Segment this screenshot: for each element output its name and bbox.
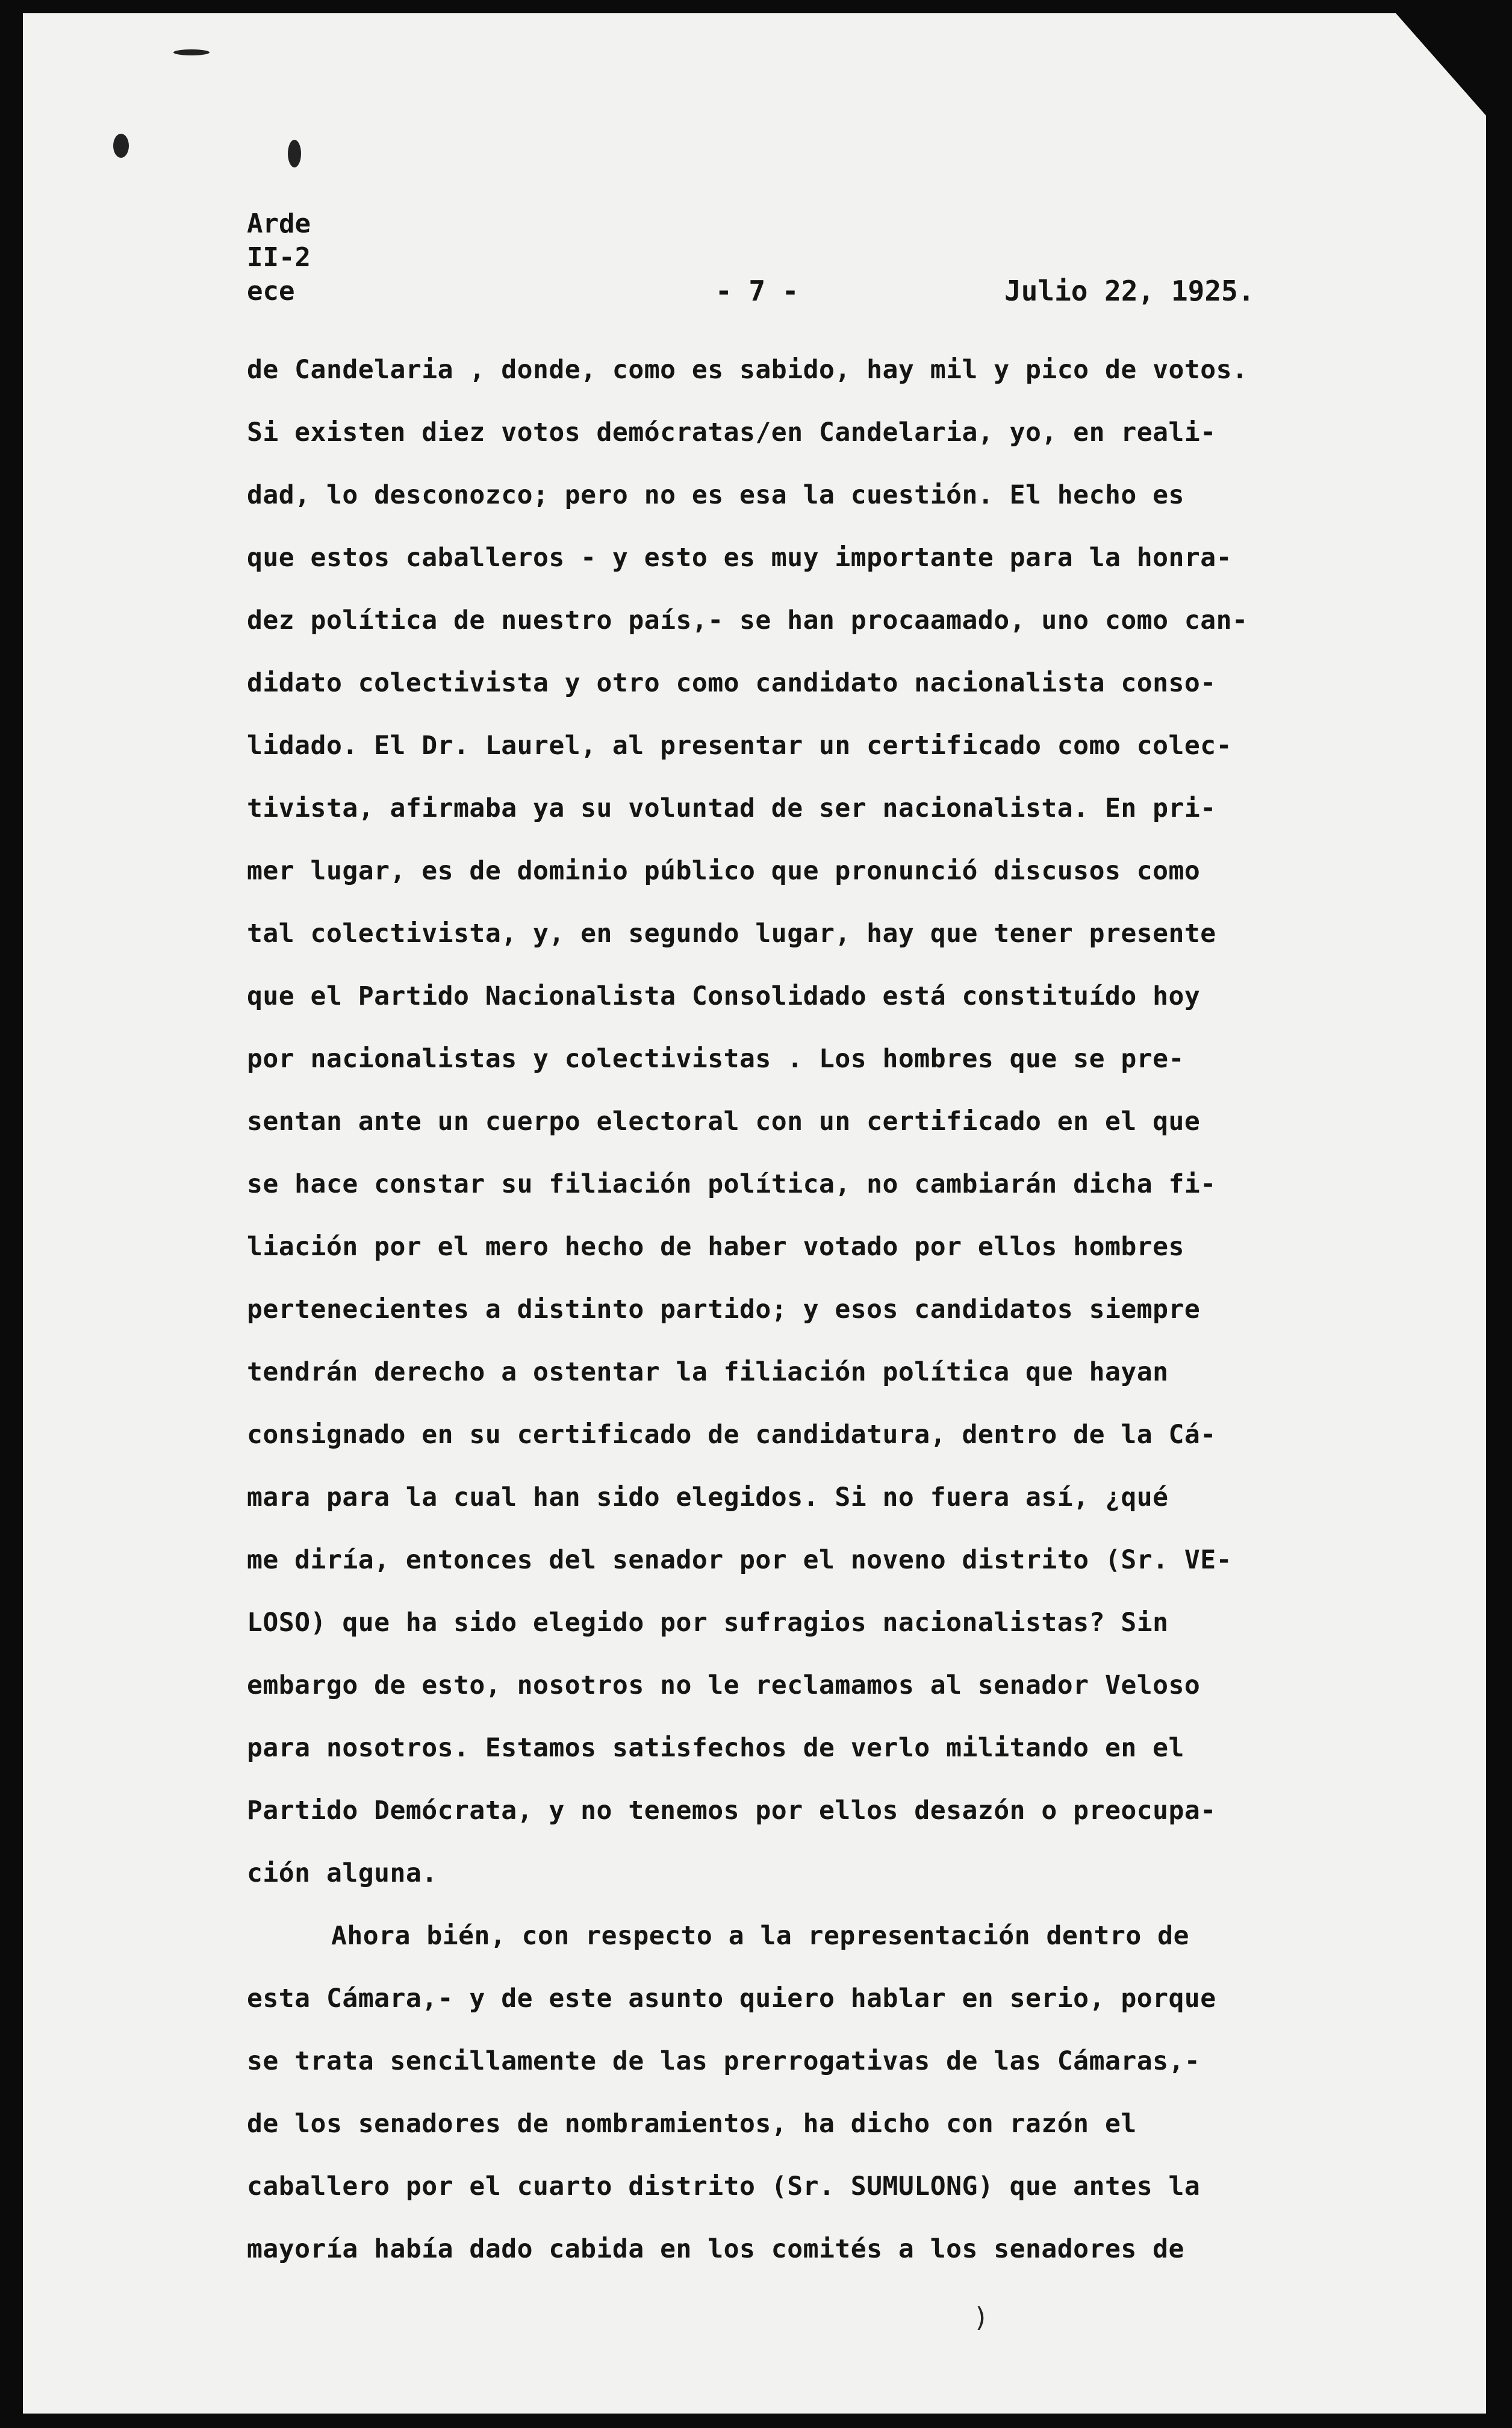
text-line: dez política de nuestro país,- se han procaamado, uno como can-	[247, 605, 1248, 635]
text-line: me diría, entonces del senador por el noveno distrito (Sr. VE-	[247, 1545, 1233, 1575]
text-line: embargo de esto, nosotros no le reclamamos al senador Veloso	[247, 1670, 1201, 1700]
text-line: tendrán derecho a ostentar la filiación política que hayan	[247, 1357, 1169, 1387]
text-line: consignado en su certificado de candidatura, dentro de la Cá-	[247, 1420, 1216, 1450]
ink-speck	[288, 140, 301, 167]
header-block	[247, 207, 311, 308]
body-text	[247, 339, 1427, 2280]
text-line: se trata sencillamente de las prerrogativas de las Cámaras,-	[247, 2046, 1201, 2076]
text-line: Ahora bién, con respecto a la representación dentro de	[331, 1921, 1189, 1951]
text-line: sentan ante un cuerpo electoral con un certificado en el que	[247, 1106, 1201, 1137]
text-line: dad, lo desconozco; pero no es esa la cuestión. El hecho es	[247, 480, 1184, 510]
text-line: ción alguna.	[247, 1858, 438, 1888]
document-date: Julio 22, 1925.	[1004, 275, 1255, 307]
text-line: mer lugar, es de dominio público que pronunció discusos como	[247, 856, 1201, 886]
ink-speck	[113, 134, 129, 158]
text-line: caballero por el cuarto distrito (Sr. SUMULONG) que antes la	[247, 2171, 1201, 2202]
text-line: que el Partido Nacionalista Consolidado está constituído hoy	[247, 981, 1201, 1011]
text-line: para nosotros. Estamos satisfechos de verlo militando en el	[247, 1733, 1184, 1763]
text-line: Si existen diez votos demócratas/en Candelaria, yo, en reali-	[247, 417, 1216, 448]
text-line: tivista, afirmaba ya su voluntad de ser nacionalista. En pri-	[247, 793, 1216, 823]
text-line: de Candelaria , donde, como es sabido, hay mil y pico de votos.	[247, 355, 1248, 385]
header-line: ece	[247, 276, 295, 307]
text-line: se hace constar su filiación política, no cambiarán dicha fi-	[247, 1169, 1216, 1199]
text-line: por nacionalistas y colectivistas . Los hombres que se pre-	[247, 1044, 1184, 1074]
header-line: II-2	[247, 242, 311, 273]
text-line: que estos caballeros - y esto es muy importante para la honra-	[247, 543, 1233, 573]
text-line: Partido Demócrata, y no tenemos por ellos desazón o preocupa-	[247, 1796, 1216, 1826]
header-line: Arde	[247, 208, 311, 239]
text-line: didato colectivista y otro como candidato nacionalista conso-	[247, 668, 1216, 698]
text-line: lidado. El Dr. Laurel, al presentar un certificado como colec-	[247, 731, 1233, 761]
folded-corner	[1396, 13, 1486, 116]
document-page	[23, 13, 1486, 2414]
text-line: LOSO) que ha sido elegido por sufragios nacionalistas? Sin	[247, 1608, 1169, 1638]
text-line: liación por el mero hecho de haber votado por ellos hombres	[247, 1232, 1184, 1262]
text-line: de los senadores de nombramientos, ha dicho con razón el	[247, 2109, 1137, 2139]
text-line: esta Cámara,- y de este asunto quiero hablar en serio, porque	[247, 1983, 1216, 2014]
page-number: - 7 -	[715, 275, 799, 307]
text-line: pertenecientes a distinto partido; y esos candidatos siempre	[247, 1294, 1201, 1325]
ink-speck	[173, 49, 210, 55]
text-line: mayoría había dado cabida en los comités a los senadores de	[247, 2234, 1184, 2264]
text-line: tal colectivista, y, en segundo lugar, hay que tener presente	[247, 919, 1216, 949]
text-line: mara para la cual han sido elegidos. Si no fuera así, ¿qué	[247, 1482, 1169, 1512]
stray-mark: )	[973, 2302, 989, 2333]
